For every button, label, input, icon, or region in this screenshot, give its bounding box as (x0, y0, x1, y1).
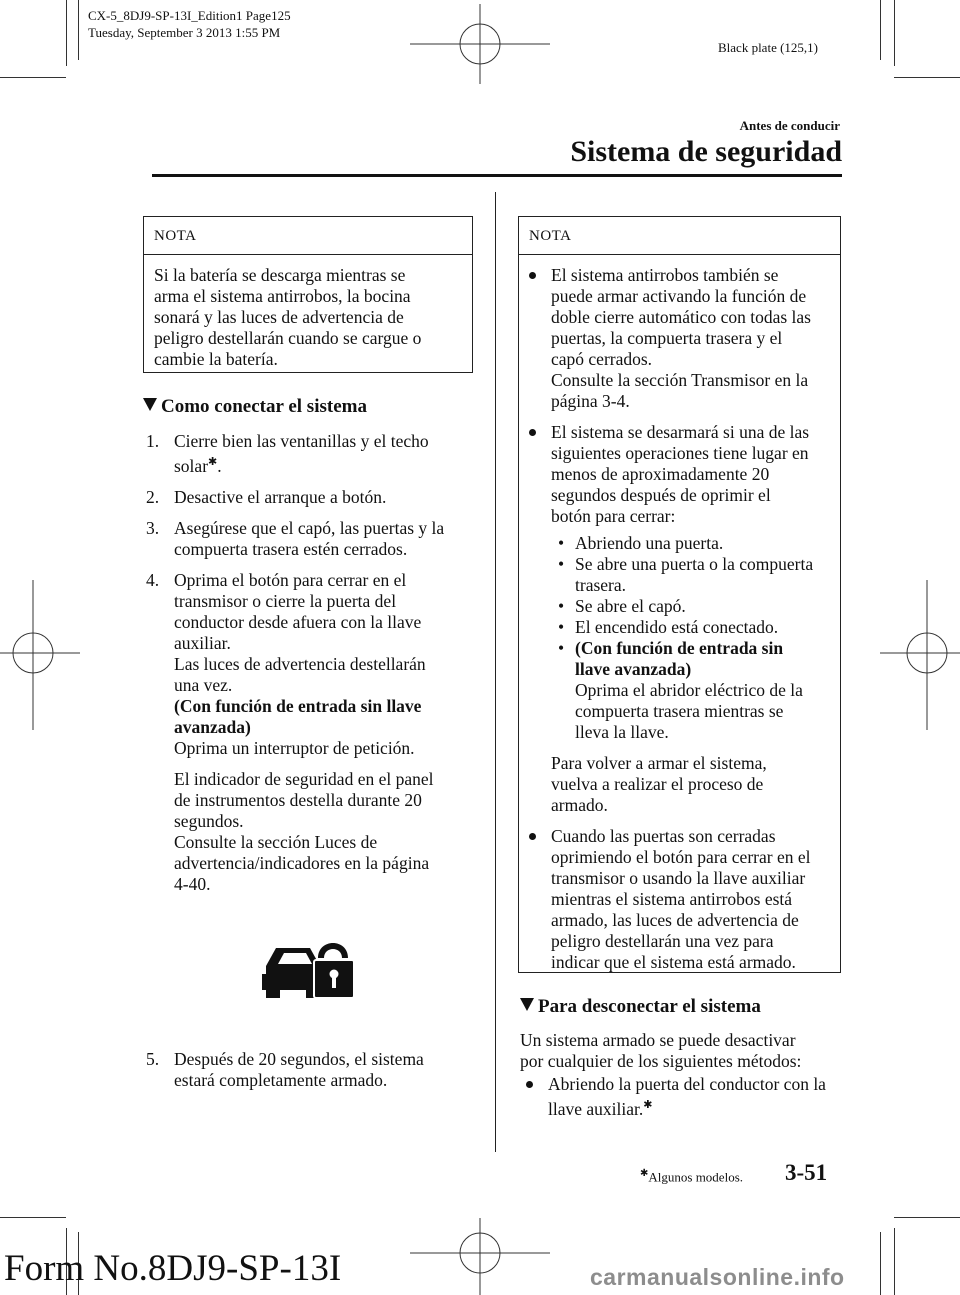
note-line: siguientes operaciones tiene lugar en (551, 443, 809, 463)
step-item (146, 487, 476, 508)
step-number: 3. (146, 517, 160, 538)
connect-step-5 (146, 1049, 476, 1101)
section-heading-connect-text: Como conectar el sistema (161, 396, 367, 417)
footnote-mark: ✱ (643, 1099, 653, 1111)
intro-line: por cualquier de los siguientes métodos: (520, 1051, 802, 1071)
column-divider (495, 192, 496, 1152)
note-line: indicar que el sistema está armado. (551, 952, 796, 972)
note-heading: NOTA (519, 217, 840, 255)
watermark: carmanualsonline.info (590, 1264, 845, 1290)
step-line: estará completamente armado. (174, 1070, 388, 1090)
footnote-mark: ✱ (640, 1168, 649, 1179)
print-job-line2: Tuesday, September 3 2013 1:55 PM (88, 25, 281, 40)
note-line: Si la batería se descarga mientras se (154, 265, 406, 285)
note-line: El sistema se desarmará si una de las (551, 422, 810, 442)
connect-steps (146, 431, 476, 905)
page-number: 3-51 (785, 1160, 828, 1185)
sub-list-item: • Se abre una puerta o la compuerta trasera. (558, 554, 814, 595)
note-line: puede armar activando la función de (551, 286, 807, 306)
step-number: 4. (146, 569, 160, 590)
step-item (146, 1049, 476, 1091)
step-item (146, 431, 476, 477)
method-bullet (520, 1074, 850, 1120)
bullet-dot-icon (529, 429, 536, 436)
form-number: Form No.8DJ9-SP-13I (4, 1248, 342, 1289)
step-line: una vez. (174, 674, 233, 695)
step-line: El indicador de seguridad en el panel (174, 768, 434, 789)
step-line: transmisor o cierre la puerta del (174, 590, 397, 611)
triangle-marker-icon (143, 398, 157, 411)
note-line: peligro destellarán una vez para (551, 931, 774, 951)
step-line: conductor desde afuera con la llave (174, 611, 422, 632)
registration-target-icon (0, 580, 80, 730)
note-line: Para volver a armar el sistema, (551, 753, 767, 773)
step-line: Cierre bien las ventanillas y el techo (174, 431, 429, 451)
step-line: Desactive el arranque a botón. (174, 486, 387, 507)
disconnect-body (520, 1030, 850, 1130)
step-line: Las luces de advertencia destellarán (174, 653, 426, 674)
step-line: Oprima un interruptor de petición. (174, 737, 415, 758)
note-line: doble cierre automático con todas las (551, 307, 811, 327)
registration-target-icon (880, 580, 960, 730)
note-line: mientras el sistema antirrobos está (551, 889, 793, 909)
sub-list-item: • El encendido está conectado. (558, 617, 779, 637)
bullet-dot-icon (529, 272, 536, 279)
step-item (146, 570, 476, 895)
note-line: puertas, la compuerta trasera y el (551, 328, 783, 348)
registration-target-icon (410, 1218, 550, 1295)
note-bullet (523, 422, 828, 816)
step-line: de instrumentos destella durante 20 (174, 789, 422, 810)
note-bullet (523, 826, 828, 973)
step-line: Oprima el botón para cerrar en el (174, 569, 407, 590)
step-line: solar (174, 455, 209, 476)
note-box-left (143, 216, 473, 373)
note-line: segundos después de oprimir el (551, 485, 771, 505)
note-line: cambie la batería. (154, 349, 278, 369)
footnote-mark: ✱ (208, 456, 218, 468)
step-line-end: . (217, 455, 222, 476)
sub-list-item: • (Con función de entrada sin llave avanzada) Oprima el abridor eléctrico de la compuerta trasera mientras se lleva la llave. (558, 638, 803, 742)
note-line: sonará y las luces de advertencia de (154, 307, 404, 327)
chapter-label: Antes de conducir (739, 118, 840, 133)
step-item (146, 518, 476, 560)
sub-list-item: • Abriendo una puerta. (558, 533, 724, 553)
footnote-text: Algunos modelos. (648, 1169, 744, 1185)
note-line: capó cerrados. (551, 349, 653, 369)
section-heading-connect (143, 395, 367, 419)
step-number: 1. (146, 431, 160, 451)
step-line-bold: avanzada) (174, 716, 251, 737)
note-line: página 3-4. (551, 391, 630, 411)
sub-list (523, 533, 828, 743)
note-line: peligro destellarán cuando se cargue o (154, 328, 422, 348)
security-indicator-car-lock-icon (262, 934, 356, 1000)
plate-label: Black plate (125,1) (718, 40, 818, 55)
step-line: Asegúrese que el capó, las puertas y la (174, 517, 445, 538)
method-line: Abriendo la puerta del conductor con la (548, 1074, 826, 1094)
note-line: armado. (551, 795, 608, 815)
step-number: 2. (146, 486, 160, 507)
note-line: oprimiendo el botón para cerrar en el (551, 847, 811, 867)
step-line: Después de 20 segundos, el sistema (174, 1049, 424, 1069)
note-heading: NOTA (144, 217, 472, 255)
step-line-bold: (Con función de entrada sin llave (174, 695, 422, 716)
note-bullets (519, 255, 840, 973)
note-line: Consulte la sección Transmisor en la (551, 370, 809, 390)
step-line: Consulte la sección Luces de (174, 831, 378, 852)
note-line: El sistema antirrobos también se (551, 265, 779, 285)
section-title: Sistema de seguridad (570, 135, 842, 168)
section-heading-disconnect (520, 995, 761, 1019)
step-number: 5. (146, 1049, 160, 1069)
note-bullet (523, 265, 828, 412)
sub-list-item: • Se abre el capó. (558, 596, 686, 616)
step-line: segundos. (174, 810, 244, 831)
note-line: transmisor o usando la llave auxiliar (551, 868, 806, 888)
note-line: botón para cerrar: (551, 506, 676, 526)
registration-target-icon (410, 4, 550, 84)
bullet-dot-icon (529, 833, 536, 840)
step-line: advertencia/indicadores en la página (174, 852, 430, 873)
header-rule (152, 174, 842, 177)
note-line: Cuando las puertas son cerradas (551, 826, 776, 846)
step-line: 4-40. (174, 873, 211, 894)
note-line: arma el sistema antirrobos, la bocina (154, 286, 411, 306)
step-line: auxiliar. (174, 632, 231, 653)
note-line: menos de aproximadamente 20 (551, 464, 770, 484)
method-line: llave auxiliar. (548, 1098, 644, 1119)
footnote (640, 1168, 743, 1185)
intro-line: Un sistema armado se puede desactivar (520, 1030, 796, 1050)
step-line: compuerta trasera estén cerrados. (174, 538, 408, 559)
note-text (144, 255, 472, 370)
print-job-info (88, 7, 291, 41)
note-line: vuelva a realizar el proceso de (551, 774, 764, 794)
note-line: armado, las luces de advertencia de (551, 910, 799, 930)
triangle-marker-icon (520, 998, 534, 1011)
print-job-line1: CX-5_8DJ9-SP-13I_Edition1 Page125 (88, 8, 291, 23)
section-heading-disconnect-text: Para desconectar el sistema (538, 996, 761, 1017)
bullet-dot-icon (526, 1081, 533, 1088)
note-box-right (518, 216, 841, 973)
